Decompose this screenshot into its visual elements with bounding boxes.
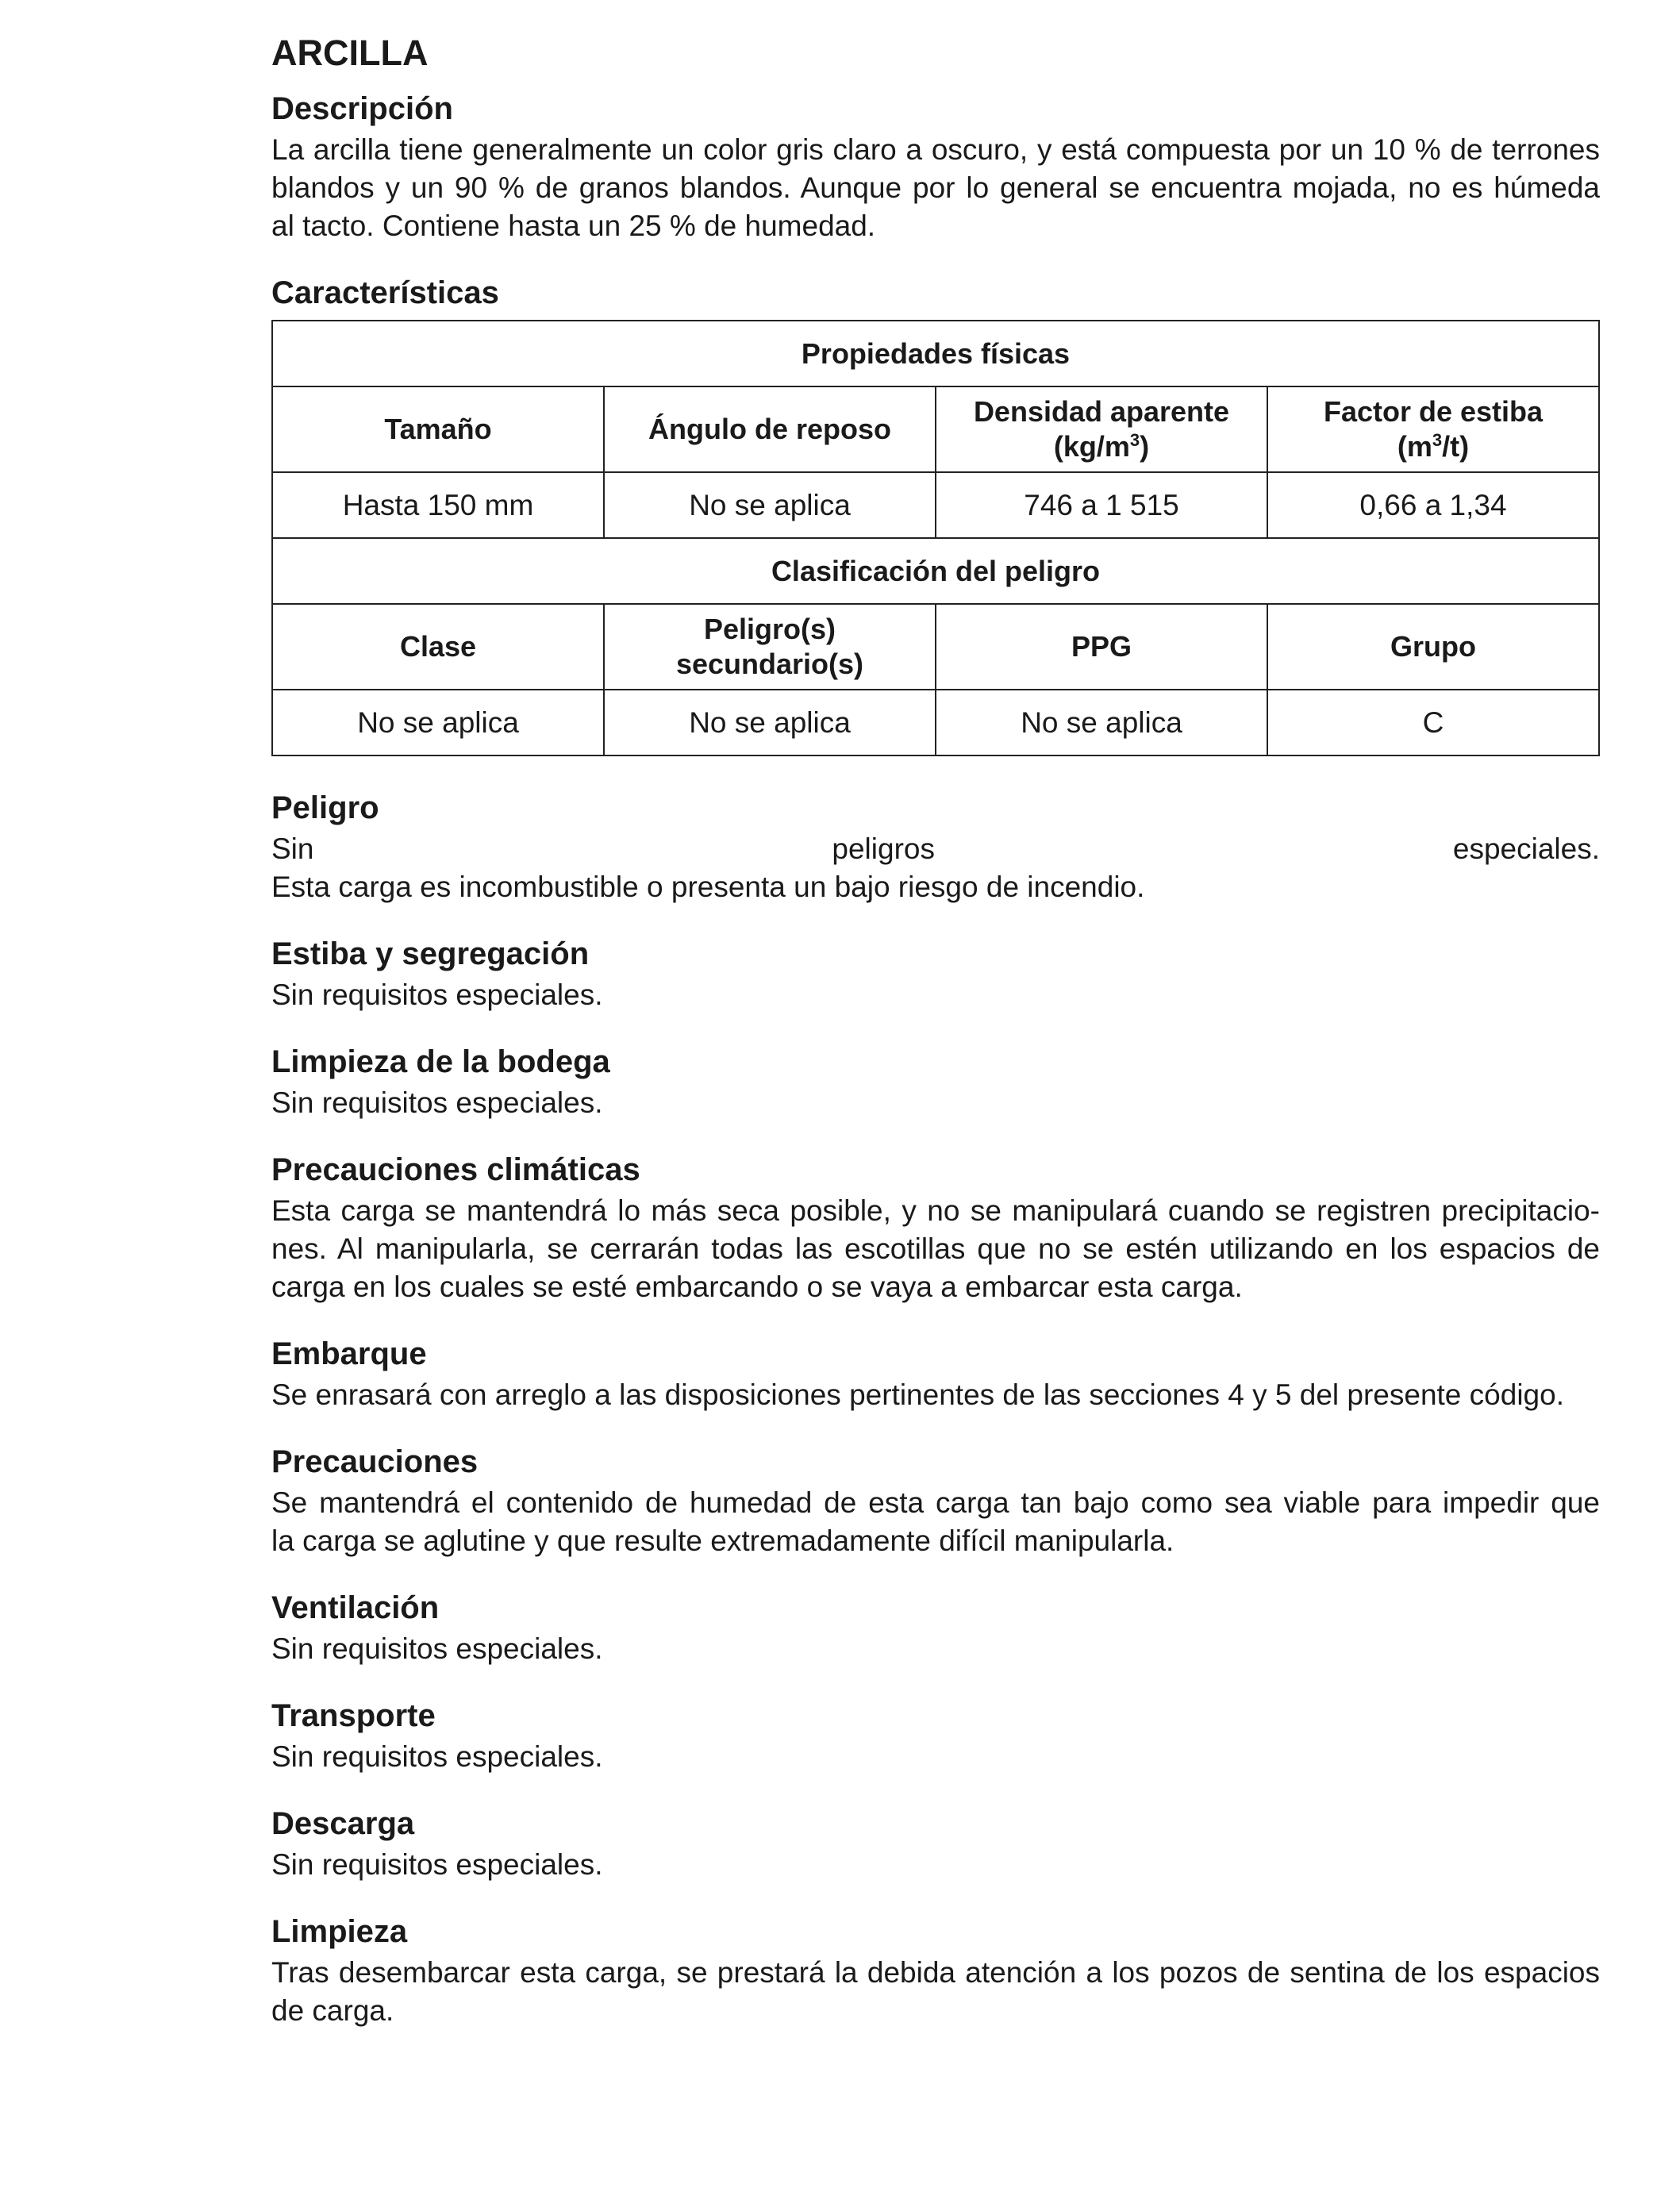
paragraph-line: Sin requisitos especiales.: [271, 1848, 603, 1881]
section: [271, 1694, 1600, 1776]
section-heading: Transporte: [271, 1698, 436, 1733]
section-heading: Peligro: [271, 790, 379, 825]
header-ppg: PPG: [936, 604, 1267, 690]
paragraph-line: al tacto. Contiene hasta un 25 % de humedad.: [271, 210, 876, 242]
paragraph-line: Esta carga es incombustible o presenta un bajo riesgo de incendio.: [271, 871, 1145, 903]
section-heading: Estiba y segregación: [271, 936, 590, 971]
hazard-classification-title: Clasificación del peligro: [272, 538, 1599, 604]
document-page: [271, 30, 1600, 2056]
paragraph-line: Sin peligros especiales.: [271, 832, 1600, 865]
paragraph-line: Se mantendrá el contenido de humedad de esta carga tan bajo como sea viable para impedir que: [271, 1486, 1600, 1519]
header-class: Clase: [272, 604, 604, 690]
table-cell: 746 a 1 515: [936, 472, 1267, 538]
section-descripcion: [271, 87, 1600, 245]
paragraph-line: carga en los cuales se esté embarcando o se vaya a embarcar esta carga.: [271, 1271, 1243, 1303]
table-cell: C: [1267, 690, 1599, 755]
section: [271, 1586, 1600, 1668]
header-angle: Ángulo de reposo: [604, 386, 936, 472]
section: [271, 786, 1600, 906]
header-stowage-factor: Factor de estiba $(m^3/t)$: [1267, 386, 1599, 472]
paragraph-line: Tras desembarcar esta carga, se prestará la debida atención a los pozos de sentina de los espacios: [271, 1956, 1600, 1989]
section-heading: Características: [271, 275, 499, 310]
section: [271, 1910, 1600, 2030]
section-heading: Precauciones climáticas: [271, 1152, 640, 1187]
section: [271, 1440, 1600, 1560]
section-caracteristicas: [271, 271, 1600, 756]
table-cell: No se aplica: [604, 472, 936, 538]
paragraph-line: Sin requisitos especiales.: [271, 1086, 603, 1119]
header-group: Grupo: [1267, 604, 1599, 690]
paragraph-line: blandos y un 90 % de granos blandos. Aunque por lo general se encuentra mojada, no es húmeda: [271, 171, 1600, 204]
section: [271, 932, 1600, 1014]
table-cell: No se aplica: [936, 690, 1267, 755]
section: [271, 1148, 1600, 1306]
header-secondary-hazard: Peligro(s) secundario(s): [604, 604, 936, 690]
characteristics-table: [271, 320, 1600, 756]
table-cell: No se aplica: [272, 690, 604, 755]
paragraph-line: nes. Al manipularla, se cerrarán todas las escotillas que no se estén utilizando en los espacios de: [271, 1232, 1600, 1265]
table-cell: Hasta 150 mm: [272, 472, 604, 538]
paragraph-line: La arcilla tiene generalmente un color gris claro a oscuro, y está compuesta por un 10 % de terrones: [271, 133, 1600, 166]
page-title: ARCILLA: [271, 33, 429, 73]
paragraph-line: Sin requisitos especiales.: [271, 978, 603, 1011]
section: [271, 1332, 1600, 1414]
header-density: Densidad aparente $(kg/m^3)$: [936, 386, 1267, 472]
paragraph-line: de carga.: [271, 1994, 394, 2027]
physical-properties-title: Propiedades físicas: [272, 321, 1599, 386]
paragraph-line: Sin requisitos especiales.: [271, 1740, 603, 1773]
section-heading: Ventilación: [271, 1590, 440, 1625]
section-heading: Descripción: [271, 91, 453, 126]
section-heading: Limpieza: [271, 1914, 408, 1949]
header-size: Tamaño: [272, 386, 604, 472]
paragraph-line: Sin requisitos especiales.: [271, 1632, 603, 1665]
table-cell: 0,66 a 1,34: [1267, 472, 1599, 538]
section-heading: Embarque: [271, 1336, 427, 1371]
section: [271, 1802, 1600, 1884]
section: [271, 1040, 1600, 1122]
section-heading: Descarga: [271, 1806, 415, 1841]
sections-list: [271, 786, 1600, 2030]
section-heading: Precauciones: [271, 1444, 479, 1479]
paragraph-line: Esta carga se mantendrá lo más seca posible, y no se manipulará cuando se registren precipitacio-: [271, 1194, 1600, 1227]
paragraph-line: Se enrasará con arreglo a las disposiciones pertinentes de las secciones 4 y 5 del presente código.: [271, 1378, 1564, 1411]
paragraph-line: la carga se aglutine y que resulte extremadamente difícil manipularla.: [271, 1524, 1174, 1557]
section-heading: Limpieza de la bodega: [271, 1044, 610, 1079]
table-cell: No se aplica: [604, 690, 936, 755]
